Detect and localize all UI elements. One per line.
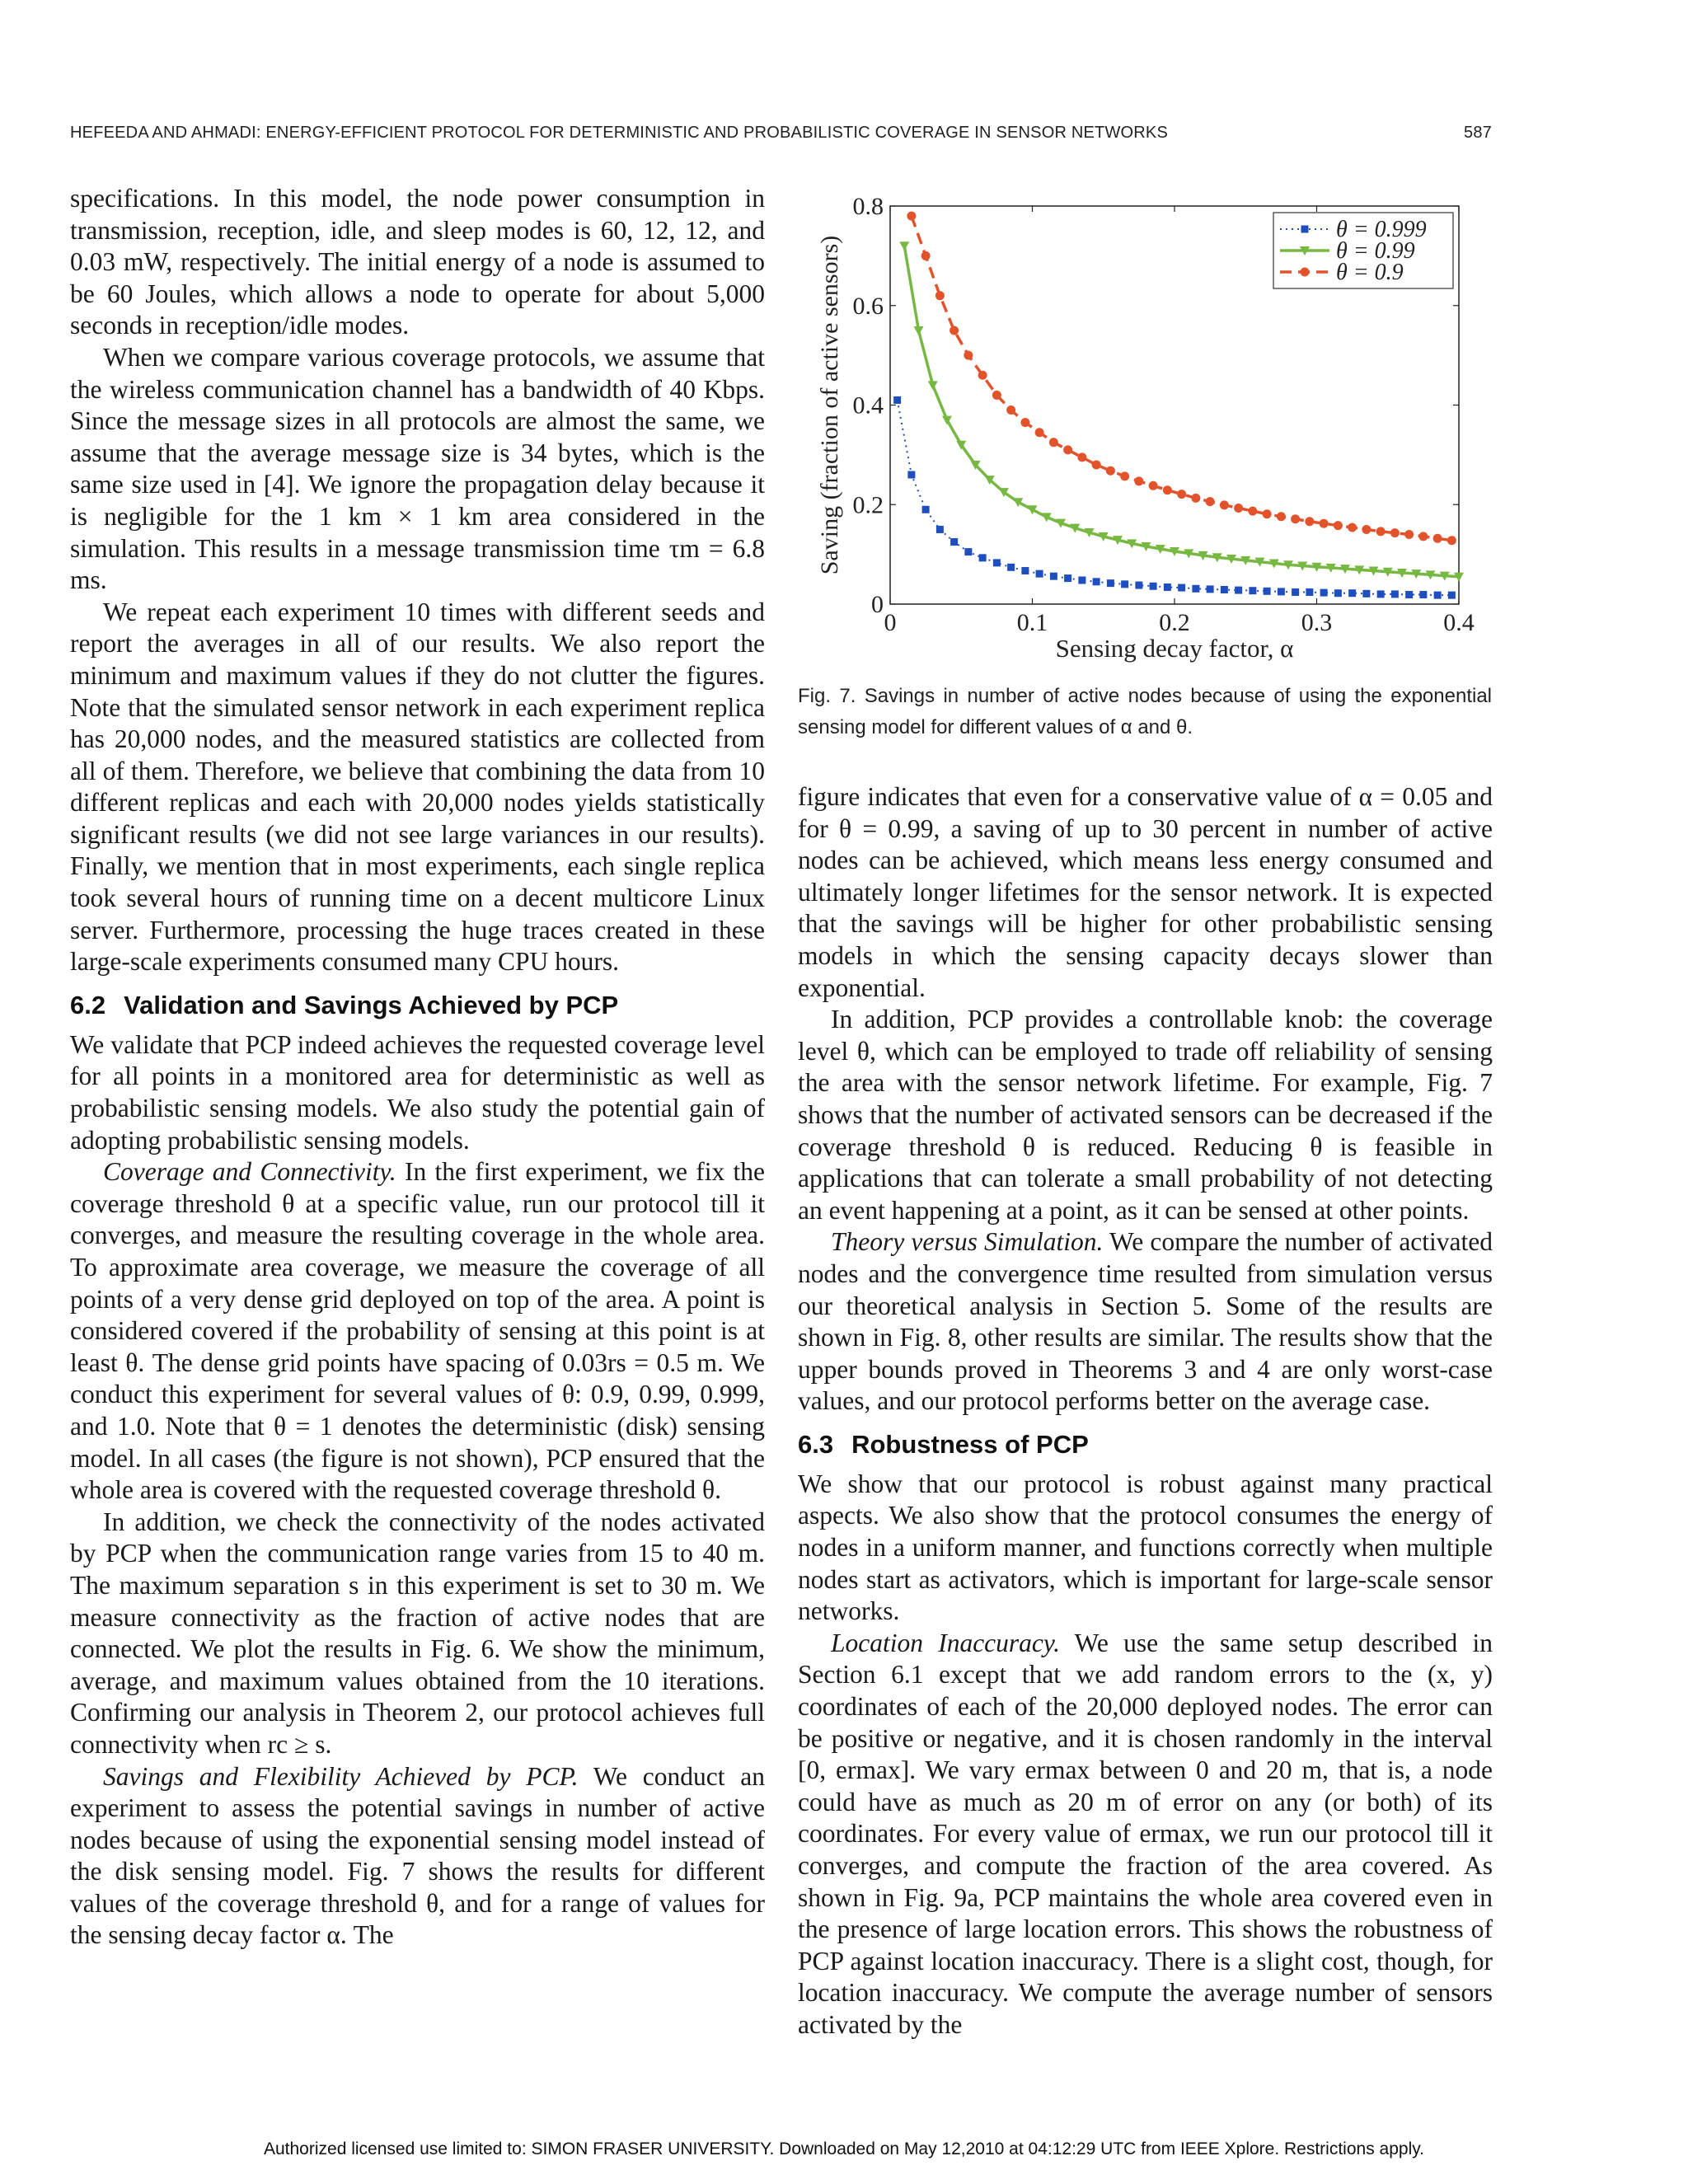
running-header (70, 124, 1492, 150)
data-point (964, 548, 972, 555)
x-axis-label: Sensing decay factor, α (1055, 634, 1294, 663)
x-tick-label: 0 (884, 609, 897, 636)
data-point (1064, 574, 1071, 582)
y-tick-label: 0.8 (852, 193, 884, 220)
data-point (1035, 428, 1044, 437)
section-number: 6.3 (798, 1429, 834, 1459)
x-tick-label: 0.1 (1016, 609, 1048, 636)
data-point (1391, 590, 1399, 598)
paragraph: figure indicates that even for a conservative value of α = 0.05 and for θ = 0.99, a saving of up to 30 percent in number of active nodes can be achieved, which means less energy consumed and ultimately longer lifetimes for the sensor network. It is expected that the savings will be higher for other probabilistic sensing models in which the sensing capacity decays slower than exponential. (798, 782, 1493, 1002)
data-point (1092, 460, 1101, 469)
data-point (1063, 445, 1072, 454)
paragraph: We show that our protocol is robust against many practical aspects. We also show that the protocol consumes the energy of nodes in a uniform manner, and functions correctly when multiple nodes start as activators, which is important for large-scale sensor networks. (798, 1469, 1493, 1626)
data-point (1277, 512, 1286, 521)
data-point (1049, 438, 1058, 447)
data-point (1362, 525, 1371, 534)
data-point (1348, 523, 1357, 532)
data-point (1036, 570, 1043, 578)
data-point (1348, 589, 1356, 597)
data-point (1163, 485, 1172, 494)
savings-chart (808, 188, 1492, 666)
data-point (1306, 588, 1313, 596)
y-tick-label: 0 (871, 591, 884, 618)
data-point (1291, 514, 1300, 523)
data-point (1135, 582, 1142, 589)
data-point (978, 371, 987, 380)
data-point (1264, 588, 1271, 595)
data-point (992, 391, 1001, 400)
section-number: 6.2 (70, 990, 106, 1019)
run-in-heading: Location Inaccuracy. (831, 1628, 1061, 1657)
data-point (893, 396, 901, 404)
data-point (1007, 564, 1015, 571)
data-point (950, 538, 958, 546)
run-in-heading: Theory versus Simulation. (831, 1227, 1104, 1257)
paragraph: specifications. In this model, the node power consumption in transmission, reception, idle, and sleep modes is 60, 12, 12, and 0.03 mW, respectively. The initial energy of a node is assumed to be 60 Joules, which allows a node to operate for about 5,000 seconds in reception/idle modes. (70, 184, 765, 340)
figure-caption: Fig. 7. Savings in number of active nodes because of using the exponential sensing model for different values of α and θ. (798, 685, 1492, 738)
paragraph (70, 1761, 765, 1952)
data-point (935, 291, 945, 300)
data-point (1248, 507, 1257, 516)
data-point (907, 212, 916, 221)
right-column (798, 781, 1493, 2041)
paragraph: When we compare various coverage protocols, we assume that the wireless communication channel has a bandwidth of 40 Kbps. Since the message sizes in all protocols are almost the same, we assume that the average message size is 34 bytes, which is the same size used in [4]. We ignore the propagation delay because it is negligible for the 1 km × 1 km area considered in the simulation. This results in a message transmission time τm = 6.8 ms. (70, 342, 765, 595)
data-point (1192, 585, 1199, 593)
y-tick-label: 0.4 (852, 391, 884, 419)
data-point (950, 326, 959, 335)
data-point (1362, 590, 1370, 598)
data-point (1134, 476, 1143, 485)
data-point (1448, 592, 1456, 599)
run-in-heading: Savings and Flexibility Achieved by PCP. (103, 1761, 579, 1791)
paragraph (798, 1628, 1493, 2041)
data-point (921, 251, 931, 260)
data-point (1107, 579, 1114, 587)
data-point (1121, 580, 1128, 588)
data-point (1278, 588, 1285, 595)
data-point (1447, 536, 1456, 545)
data-point (1221, 586, 1228, 593)
x-tick-label: 0.3 (1301, 609, 1333, 636)
x-tick-label: 0.4 (1443, 609, 1475, 636)
paragraph: We repeat each experiment 10 times with different seeds and report the averages in all of our results. We also report the minimum and maximum values if they do not clutter the figures. Note that the simulated sensor network in each experiment replica has 20,000 nodes, and the measured statistics are collected from all of them. Therefore, we believe that combining the data from 10 different replicas and each with 20,000 nodes yields statistically significant results (we did not see large variances in our results). Finally, we mention that in most experiments, each single replica took several hours of running time on a decent multicore Linux server. Furthermore, processing the huge traces created in these large-scale experiments consumed many CPU hours. (70, 597, 765, 977)
y-tick-label: 0.6 (852, 292, 884, 320)
data-point (979, 554, 987, 561)
paragraph-body: We conduct an experiment to assess the potential savings in number of active nodes because of using the exponential sensing model instead of the disk sensing model. Fig. 7 shows the results for different values of the coverage threshold θ, and for a range of values for the sensing decay factor α. The (70, 1761, 765, 1950)
data-point (907, 471, 915, 479)
y-axis-label: Saving (fraction of active sensors) (816, 235, 843, 575)
data-point (1235, 587, 1242, 594)
y-tick-label: 0.2 (852, 491, 884, 519)
run-in-heading: Coverage and Connectivity. (103, 1157, 396, 1187)
data-point (1377, 590, 1385, 598)
download-footer: Authorized licensed use limited to: SIMON FRASER UNIVERSITY. Downloaded on May 12,2010 at 04:12:29 UTC from IEEE Xplore. Restrictions apply. (263, 2139, 1425, 2158)
paragraph-body: We use the same setup described in Section 6.1 except that we add random errors to the (x, y) coordinates of each of the 20,000 deployed nodes. The error can be positive or negative, and it is chosen randomly in the interval [0, ermax]. We vary ermax between 0 and 20 m, that is, a node could have as much as 20 m of error on any (or both) of its coordinates. For every value of ermax, we run our protocol till it converges, and compute the fraction of the area covered. As shown in Fig. 9a, PCP maintains the whole area covered even in the presence of large location errors. This shows the robustness of PCP against location inaccuracy. There is a slight cost, though, for location inaccuracy. We compute the average number of sensors activated by the (798, 1628, 1493, 2039)
data-point (1334, 589, 1342, 597)
legend-label: θ = 0.999 (1336, 217, 1427, 242)
data-point (1050, 573, 1057, 580)
paragraph: In addition, PCP provides a controllable knob: the coverage level θ, which can be employed to trade off reliability of sensing the area with the sensor network lifetime. For example, Fig. 7 shows that the number of activated sensors can be decreased if the coverage threshold θ is reduced. Reducing θ is feasible in applications that can tolerate a small probability of not detecting an event happening at a point, as it can be sensed at other points. (798, 1005, 1493, 1225)
data-point (1220, 500, 1229, 509)
data-point (964, 351, 973, 360)
data-point (1390, 528, 1400, 537)
data-point (1006, 405, 1015, 415)
data-point (1149, 481, 1158, 490)
data-point (936, 526, 944, 533)
data-point (1020, 418, 1029, 427)
section-title: Validation and Savings Achieved by PCP (124, 990, 619, 1019)
data-point (1150, 583, 1157, 590)
data-point (1320, 589, 1328, 597)
section-heading-6-2 (70, 990, 765, 1021)
x-tick-label: 0.2 (1159, 609, 1190, 636)
data-point (1077, 452, 1086, 462)
paragraph: In addition, we check the connectivity of the nodes activated by PCP when the communication range varies from 15 to 40 m. The maximum separation s in this experiment is set to 30 m. We measure connectivity as the fraction of active nodes that are connected. We plot the results in Fig. 6. We show the minimum, average, and maximum values obtained from the 10 iterations. Confirming our analysis in Theorem 2, our protocol achieves full connectivity when rc ≥ s. (70, 1507, 765, 1759)
figure-7 (808, 188, 1492, 666)
data-point (1376, 527, 1386, 536)
data-point (1418, 532, 1428, 541)
data-point (1021, 567, 1029, 574)
section-title: Robustness of PCP (851, 1429, 1089, 1459)
data-point (1434, 592, 1442, 599)
paragraph (798, 1226, 1493, 1418)
data-point (1164, 583, 1171, 591)
data-point (1093, 578, 1100, 585)
data-point (1405, 591, 1413, 598)
data-point (1404, 530, 1414, 539)
data-point (993, 559, 1001, 566)
data-point (1178, 584, 1185, 592)
data-point (1106, 466, 1115, 476)
data-point (1120, 471, 1129, 480)
data-point (1206, 497, 1215, 506)
legend-label: θ = 0.9 (1336, 260, 1404, 285)
data-point (1305, 517, 1314, 526)
left-column (70, 183, 765, 1952)
data-point (1234, 504, 1243, 513)
legend-label: θ = 0.99 (1336, 238, 1415, 264)
data-point (922, 506, 930, 513)
data-point (1334, 521, 1343, 530)
running-title: HEFEEDA AND AHMADI: ENERGY-EFFICIENT PROTOCOL FOR DETERMINISTIC AND PROBABILISTIC COVERAGE IN SENSOR NETWORKS (70, 124, 1169, 142)
data-point (1301, 268, 1310, 277)
data-point (1191, 494, 1200, 503)
data-point (1320, 519, 1329, 528)
data-point (1078, 577, 1085, 584)
paragraph: We validate that PCP indeed achieves the requested coverage level for all points in a monitored area for deterministic as well as probabilistic sensing models. We also study the potential gain of adopting probabilistic sensing models. (70, 1029, 765, 1155)
data-point (1249, 587, 1256, 594)
data-point (1419, 591, 1427, 598)
paragraph-body: In the first experiment, we fix the coverage threshold θ at a specific value, run our protocol till it converges, and measure the resulting coverage in the whole area. To approximate area coverage, we measure the coverage of all points of a very dense grid deployed on top of the area. A point is considered covered if the probability of sensing at this point is at least θ. The dense grid points have spacing of 0.03rs = 0.5 m. We conduct this experiment for several values of θ: 0.9, 0.99, 0.999, and 1.0. Note that θ = 1 denotes the deterministic (disk) sensing model. In all cases (the figure is not shown), PCP ensured that the whole area is covered with the requested coverage threshold θ. (70, 1157, 766, 1505)
page-number: 587 (1464, 124, 1492, 142)
data-point (1207, 585, 1214, 593)
section-heading-6-3 (798, 1429, 1493, 1460)
data-point (1177, 490, 1186, 499)
data-point (1292, 588, 1299, 596)
data-point (1263, 509, 1272, 518)
paragraph-body: We compare the number of activated nodes and the convergence time resulted from simulation versus our theoretical analysis in Section 5. Some of the results are shown in Fig. 8, other results are similar. The results show that the upper bounds proved in Theorems 3 and 4 are only worst-case values, and our protocol performs better on the average case. (798, 1227, 1493, 1416)
data-point (1433, 534, 1442, 543)
paragraph (70, 1156, 765, 1507)
data-point (1301, 226, 1309, 233)
